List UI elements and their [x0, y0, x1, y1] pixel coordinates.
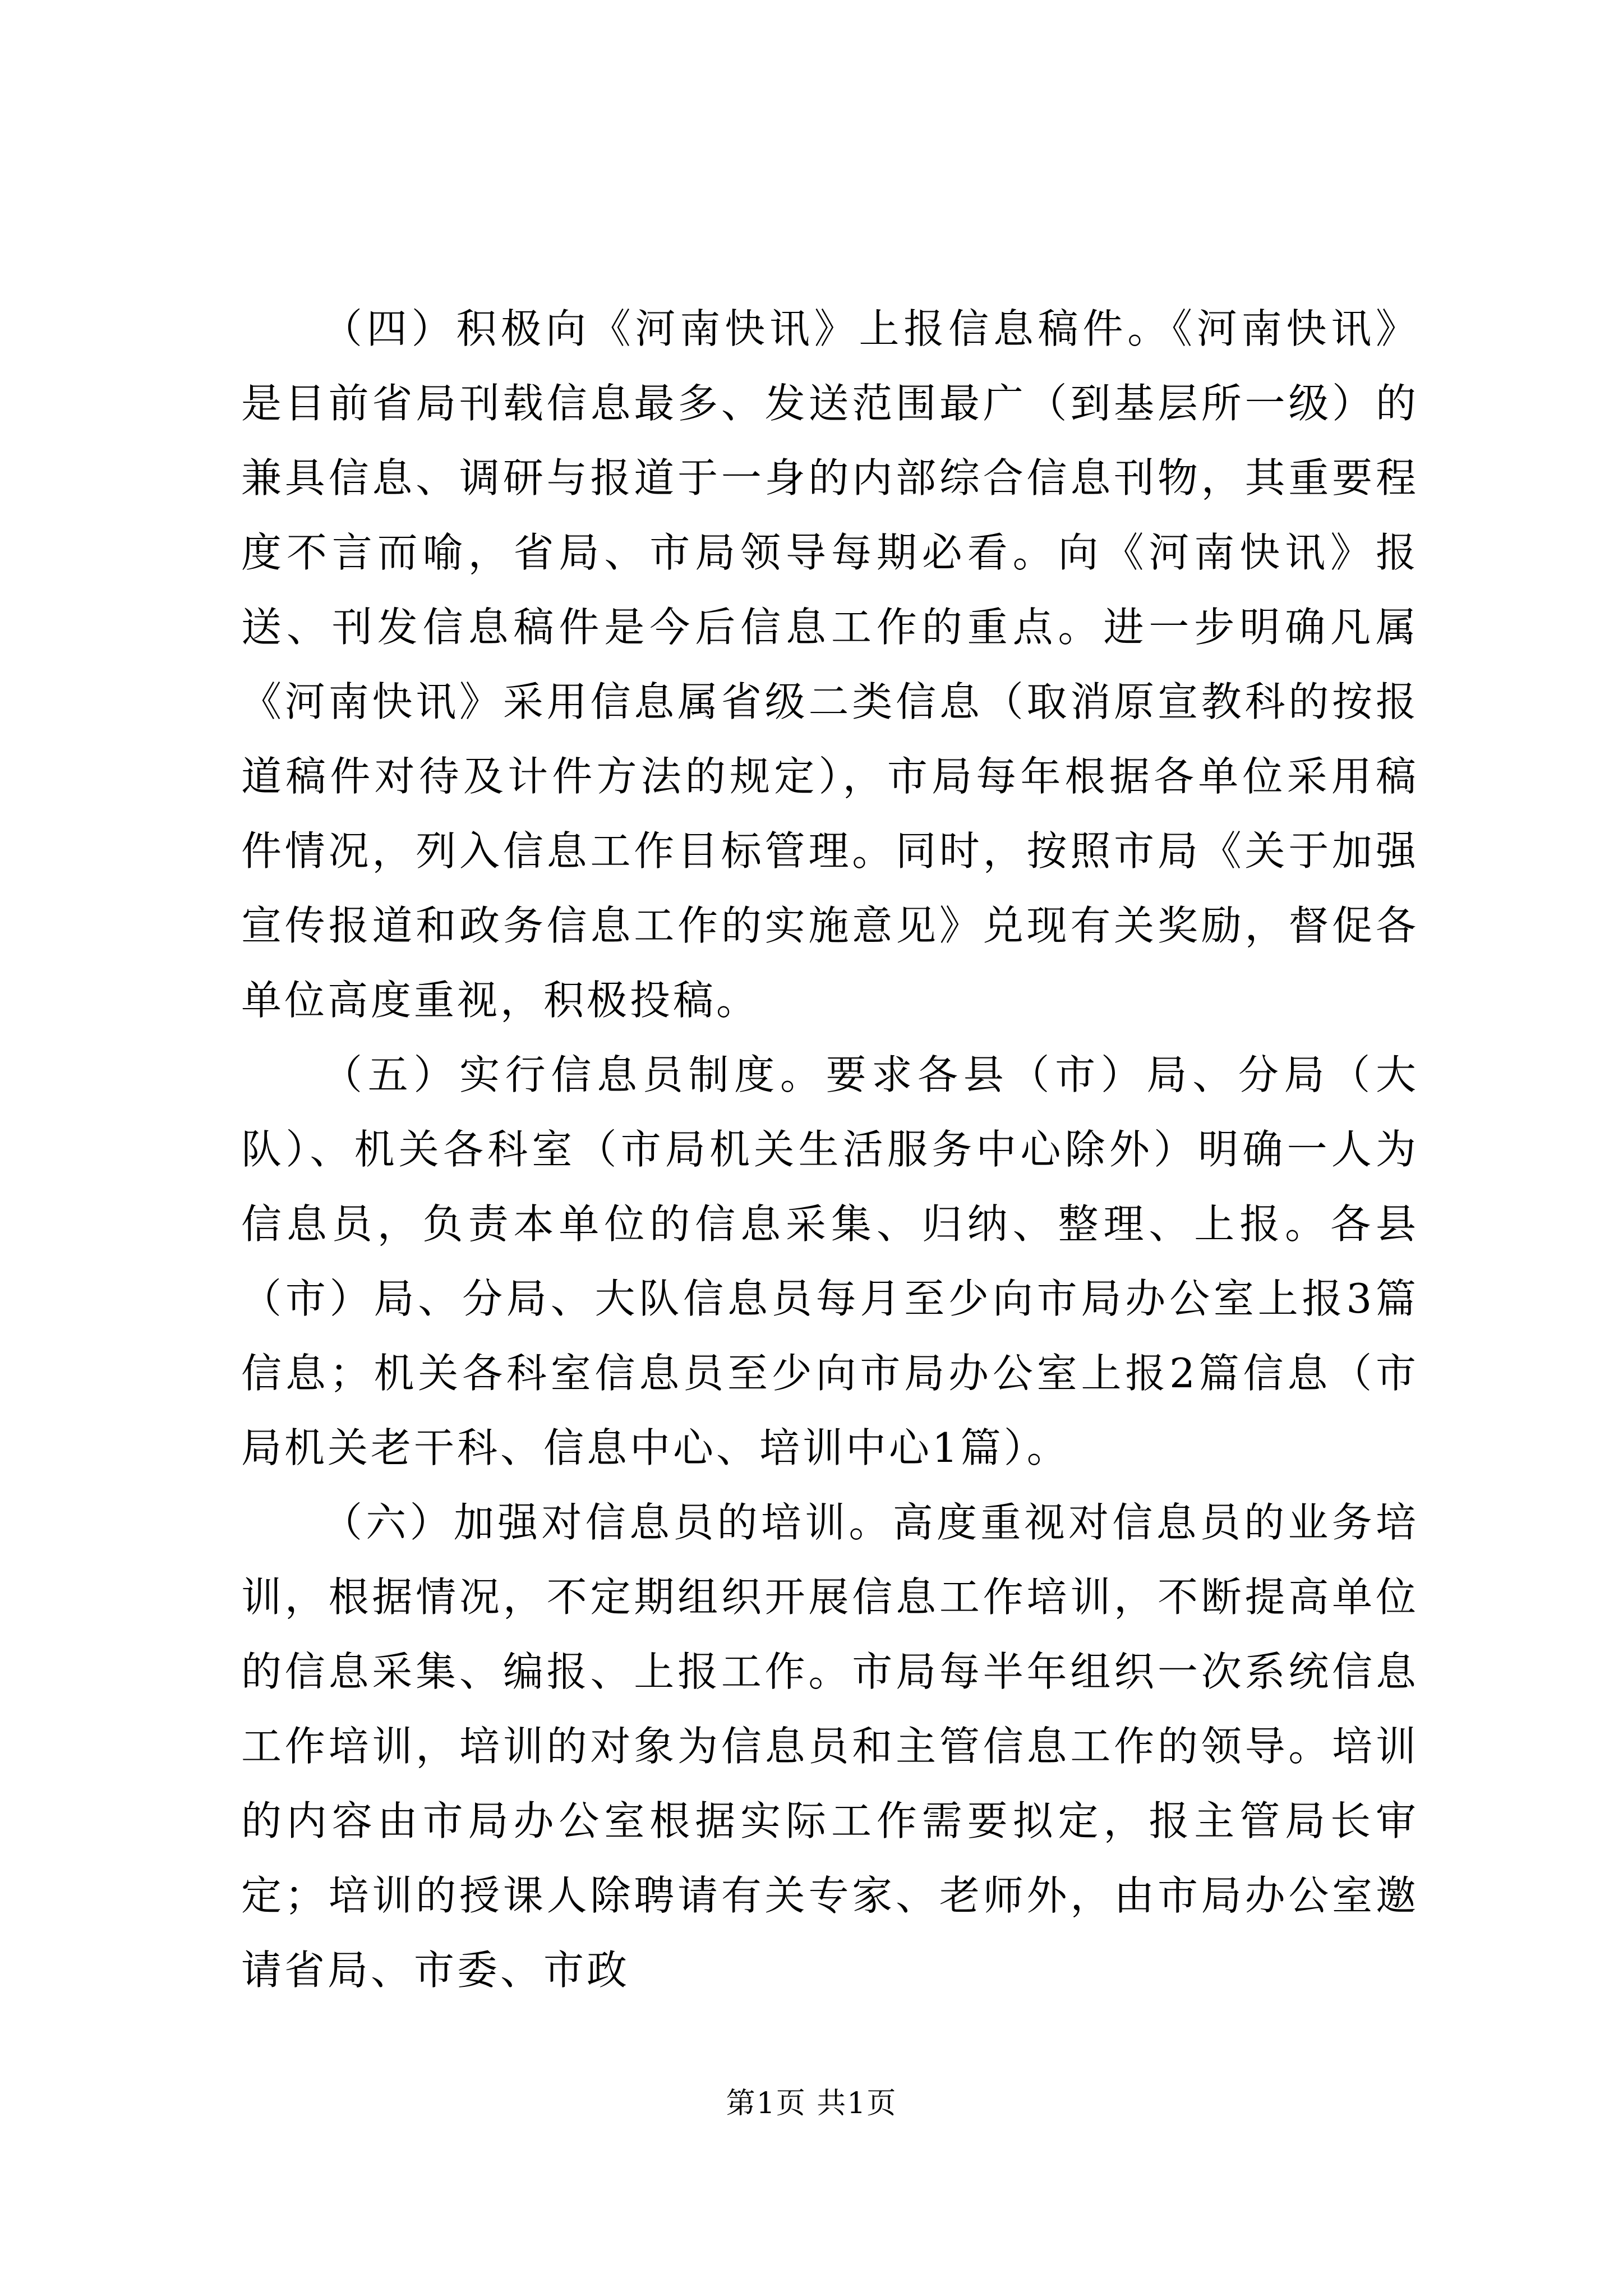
page-footer: 第1页 共1页 — [726, 2087, 897, 2120]
paragraph-section-5: （五）实行信息员制度。要求各县（市）局、分局（大队）、机关各科室（市局机关生活服务中心除外）明确一人为信息员，负责本单位的信息采集、归纳、整理、上报。各县（市）局、分局、大队信息员每月至少向市局办公室上报3篇信息；机关各科室信息员至少向市局办公室上报2篇信息（市局机关老干科、信息中心、培训中心1篇）。 — [241, 1051, 1419, 1471]
paragraph-section-6: （六）加强对信息员的培训。高度重视对信息员的业务培训，根据情况，不定期组织开展信息工作培训，不断提高单位的信息采集、编报、上报工作。市局每半年组织一次系统信息工作培训，培训的对象为信息员和主管信息工作的领导。培训的内容由市局办公室根据实际工作需要拟定，报主管局长审定；培训的授课人除聘请有关专家、老师外，由市局办公室邀请省局、市委、市政 — [241, 1499, 1419, 1994]
document-body — [241, 292, 1419, 2008]
paragraph-section-4: （四）积极向《河南快讯》上报信息稿件。《河南快讯》是目前省局刊载信息最多、发送范围最广（到基层所一级）的兼具信息、调研与报道于一身的内部综合信息刊物，其重要程度不言而喻，省局、市局领导每期必看。向《河南快讯》报送、刊发信息稿件是今后信息工作的重点。进一步明确凡属《河南快讯》采用信息属省级二类信息（取消原宣教科的按报道稿件对待及计件方法的规定），市局每年根据各单位采用稿件情况，列入信息工作目标管理。同时，按照市局《关于加强宣传报道和政务信息工作的实施意见》兑现有关奖励，督促各单位高度重视，积极投稿。 — [241, 305, 1419, 1024]
